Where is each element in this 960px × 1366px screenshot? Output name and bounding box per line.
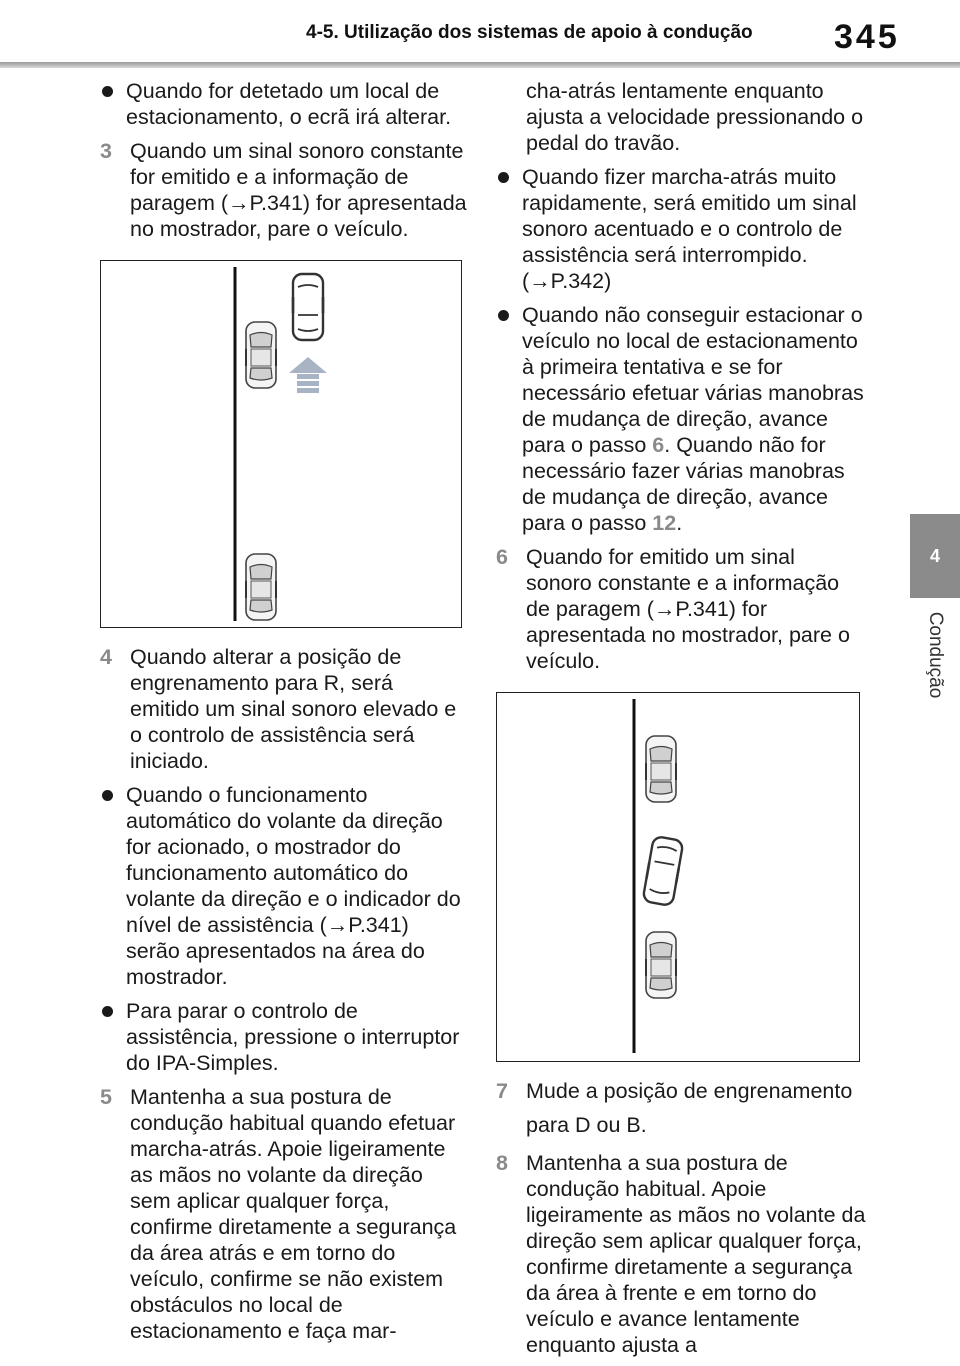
step-text: Quando for emitido um sinal sonoro constante e a informação de paragem (→P.341) for apresentada no mostrador, pare o veículo. [526,545,850,673]
bullet-dot-icon [102,86,113,97]
own-vehicle-icon [642,836,683,906]
step-text: Quando um sinal sonoro constante for emitido e a informação de paragem (→P.341) for apresentada no mostrador, pare o veículo. [130,139,467,241]
bullet-dot-icon [498,310,509,321]
parked-car-icon [646,736,676,802]
step-reference-6[interactable]: 6 [652,433,665,457]
step-text: Mude a posição de engrenamento para D ou B. [526,1079,853,1137]
parked-car-icon [246,554,276,620]
bullet-text-part: . [676,511,683,535]
step-text: Mantenha a sua postura de condução habitual. Apoie ligeiramente as mãos no volante da direção sem aplicar qualquer força, confirme diretamente a segurança da área à frente e em torno do veículo e avance lentamente enquanto ajusta a [526,1151,866,1357]
bullet-text [522,303,864,535]
bullet-dot-icon [102,790,113,801]
step-reference-12[interactable]: 12 [652,511,677,535]
parking-illustration-approach [100,260,462,628]
chapter-tab [910,514,960,598]
bullet-item [496,164,866,294]
bullet-text: Quando fizer marcha-atrás muito rapidamente, será emitido um sinal sonoro acentuado e o controlo de assistência será interrompido. (→P.342) [522,165,857,293]
bullet-text: Para parar o controlo de assistência, pressione o interruptor do IPA-Simples. [126,999,460,1075]
step-number: 3 [100,139,112,163]
step-3 [100,138,468,242]
bullet-dot-icon [102,1006,113,1017]
parking-diagram [101,261,461,627]
bullet-item [100,78,468,130]
chapter-number: 4 [929,545,940,566]
step-5-continued [496,78,866,156]
step-number: 8 [496,1151,508,1175]
bullet-item [100,782,468,990]
parked-car-icon [246,322,276,388]
bullet-text-part: Quando não conseguir estacionar o veículo no local de estacionamento à primeira tentativa e se for necessário efetuar várias manobras de mudança de direção, avance para o passo [522,303,864,457]
step-text: cha-atrás lentamente enquanto ajusta a velocidade pressionando o pedal do travão. [526,79,864,155]
forward-arrow-icon [289,357,327,393]
step-7 [496,1074,866,1142]
header-divider [0,62,960,68]
parking-illustration-maneuver [496,692,860,1062]
step-text: Mantenha a sua postura de condução habitual quando efetuar marcha-atrás. Apoie ligeiramente as mãos no volante da direção sem aplicar qualquer força, confirme diretamente a segurança da área atrás e em torno do veículo, confirme se não existem obstáculos no local de estacionamento e faça mar- [130,1085,457,1343]
bullet-text: Quando for detetado um local de estacionamento, o ecrã irá alterar. [126,79,452,129]
step-4 [100,644,468,774]
step-number: 4 [100,645,112,669]
bullet-item [496,302,866,536]
bullet-text-part: . Quando não for necessário fazer várias manobras de mudança de direção, avance para o passo [522,433,845,535]
own-vehicle-icon [293,274,323,340]
step-6 [496,544,866,674]
step-8 [496,1150,866,1358]
bullet-dot-icon [498,172,509,183]
step-number: 5 [100,1085,112,1109]
section-title: 4-5. Utilização dos sistemas de apoio à condução [306,22,753,43]
step-text: Quando alterar a posição de engrenamento para R, será emitido um sinal sonoro elevado e o controlo de assistência será iniciado. [130,645,457,773]
page-number: 345 [834,18,900,56]
parked-car-icon [646,932,676,998]
step-5 [100,1084,468,1344]
right-column [496,78,866,1366]
step-number: 7 [496,1079,508,1103]
step-number: 6 [496,545,508,569]
bullet-text: Quando o funcionamento automático do volante da direção for acionado, o mostrador do funcionamento automático do volante da direção e o indicador do nível de assistência (→P.341) serão apresentados na área do mostrador. [126,783,461,989]
chapter-label: Condução [925,611,946,699]
bullet-item [100,998,468,1076]
left-column [100,78,468,1352]
parking-diagram [497,693,859,1061]
